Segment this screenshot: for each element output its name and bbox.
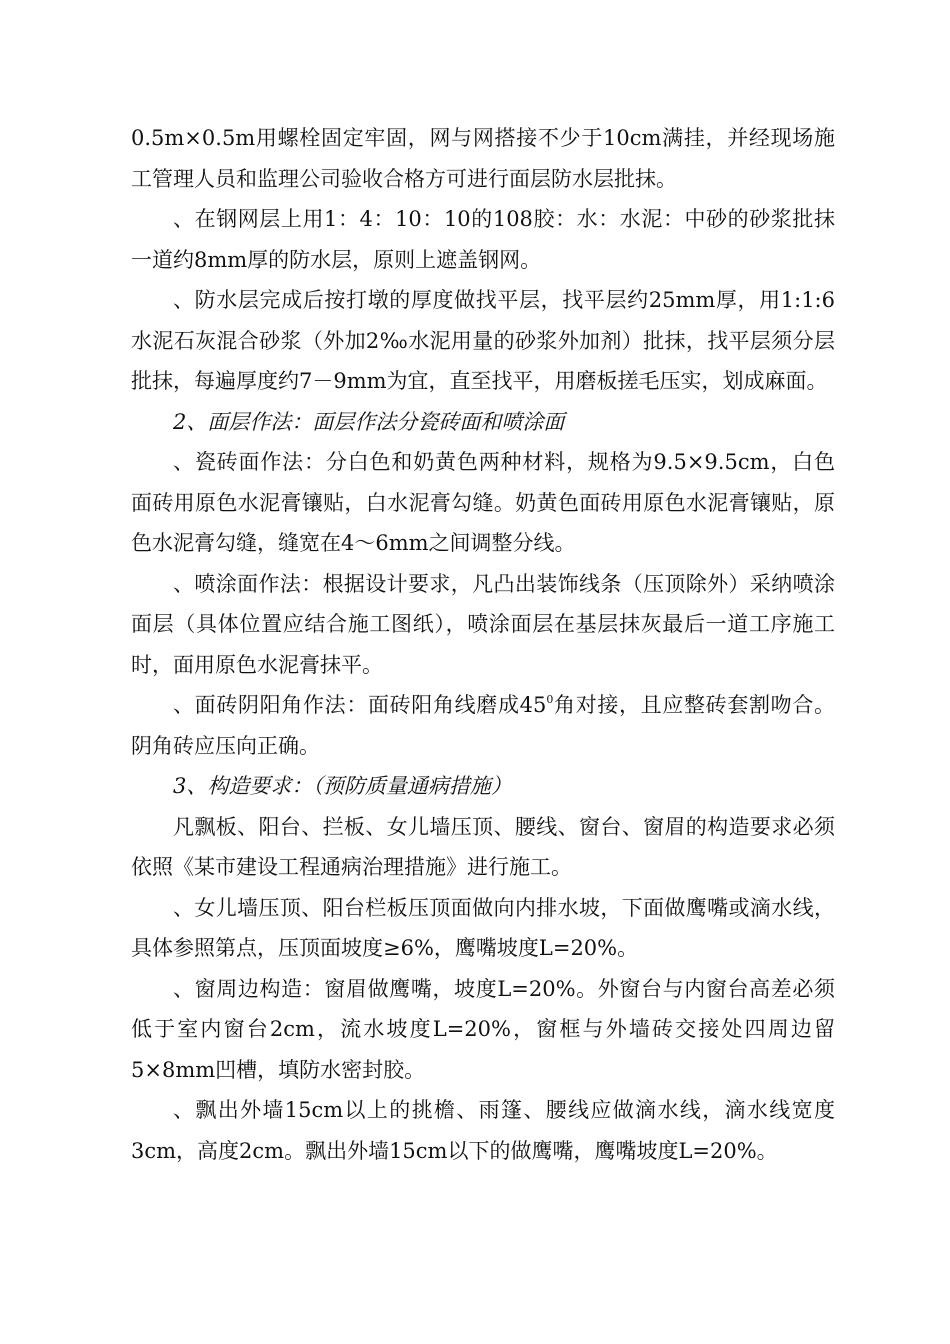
document-body: [131, 118, 835, 1171]
section-heading-construction-requirements: 3、构造要求：（预防质量通病措施）: [173, 774, 512, 798]
paragraph-eaves-drip-line: 、飘出外墙15cm以上的挑檐、雨篷、腰线应做滴水线，滴水线宽度3cm，高度2cm。飘出外墙15cm以下的做鹰嘴，鹰嘴坡度L=20%。: [131, 1098, 835, 1163]
tile-corners-text-start: 、面砖阴阳角作法：面砖阳角线磨成45: [173, 693, 547, 717]
paragraph-tile-surface: 、瓷砖面作法：分白色和奶黄色两种材料，规格为9.5×9.5cm，白色面砖用原色水泥膏镶贴，白水泥膏勾缝。奶黄色面砖用原色水泥膏镶贴，原色水泥膏勾缝，缝宽在4～6mm之间调整分线。: [131, 450, 835, 555]
degree-superscript: 0: [546, 693, 554, 706]
section-heading-surface-method: 2、面层作法：面层作法分瓷砖面和喷涂面: [173, 409, 565, 434]
paragraph-leveling-layer: 、防水层完成后按打墩的厚度做找平层，找平层约25mm厚，用1:1:6水泥石灰混合砂浆（外加2‰水泥用量的砂浆外加剂）批抹，找平层须分层批抹，每遍厚度约7－9mm为宜，直至找平，用磨板搓毛压实，划成麻面。: [131, 288, 835, 393]
paragraph-window-perimeter: 、窗周边构造：窗眉做鹰嘴，坡度L=20%。外窗台与内窗台高差必须低于室内窗台2cm，流水坡度L=20%，窗框与外墙砖交接处四周边留5×8mm凹槽，填防水密封胶。: [131, 976, 835, 1082]
tile-corners-text-end: 角对接，且应整砖套割吻合。阴角砖应压向正确。: [131, 693, 835, 758]
paragraph-tile-corners: [131, 685, 835, 766]
paragraph-parapet-coping: 、女儿墙压顶、阳台栏板压顶面做向内排水坡，下面做鹰嘴或滴水线，具体参照第点，压顶面坡度≥6%，鹰嘴坡度L=20%。: [131, 895, 835, 960]
paragraph-steel-mesh-fixing: 0.5m×0.5m用螺栓固定牢固，网与网搭接不少于10cm满挂，并经现场施工管理人员和监理公司验收合格方可进行面层防水层批抹。: [131, 126, 835, 191]
paragraph-construction-scope: 凡飘板、阳台、拦板、女儿墙压顶、腰线、窗台、窗眉的构造要求必须依照《某市建设工程通病治理措施》进行施工。: [131, 814, 835, 879]
paragraph-spray-surface: 、喷涂面作法：根据设计要求，凡凸出装饰线条（压顶除外）采纳喷涂面层（具体位置应结合施工图纸），喷涂面层在基层抹灰最后一道工序施工时，面用原色水泥膏抹平。: [131, 571, 835, 677]
paragraph-waterproof-layer: 、在钢网层上用1：4：10：10的108胶：水：水泥：中砂的砂浆批抹一道约8mm厚的防水层，原则上遮盖钢网。: [131, 207, 835, 272]
